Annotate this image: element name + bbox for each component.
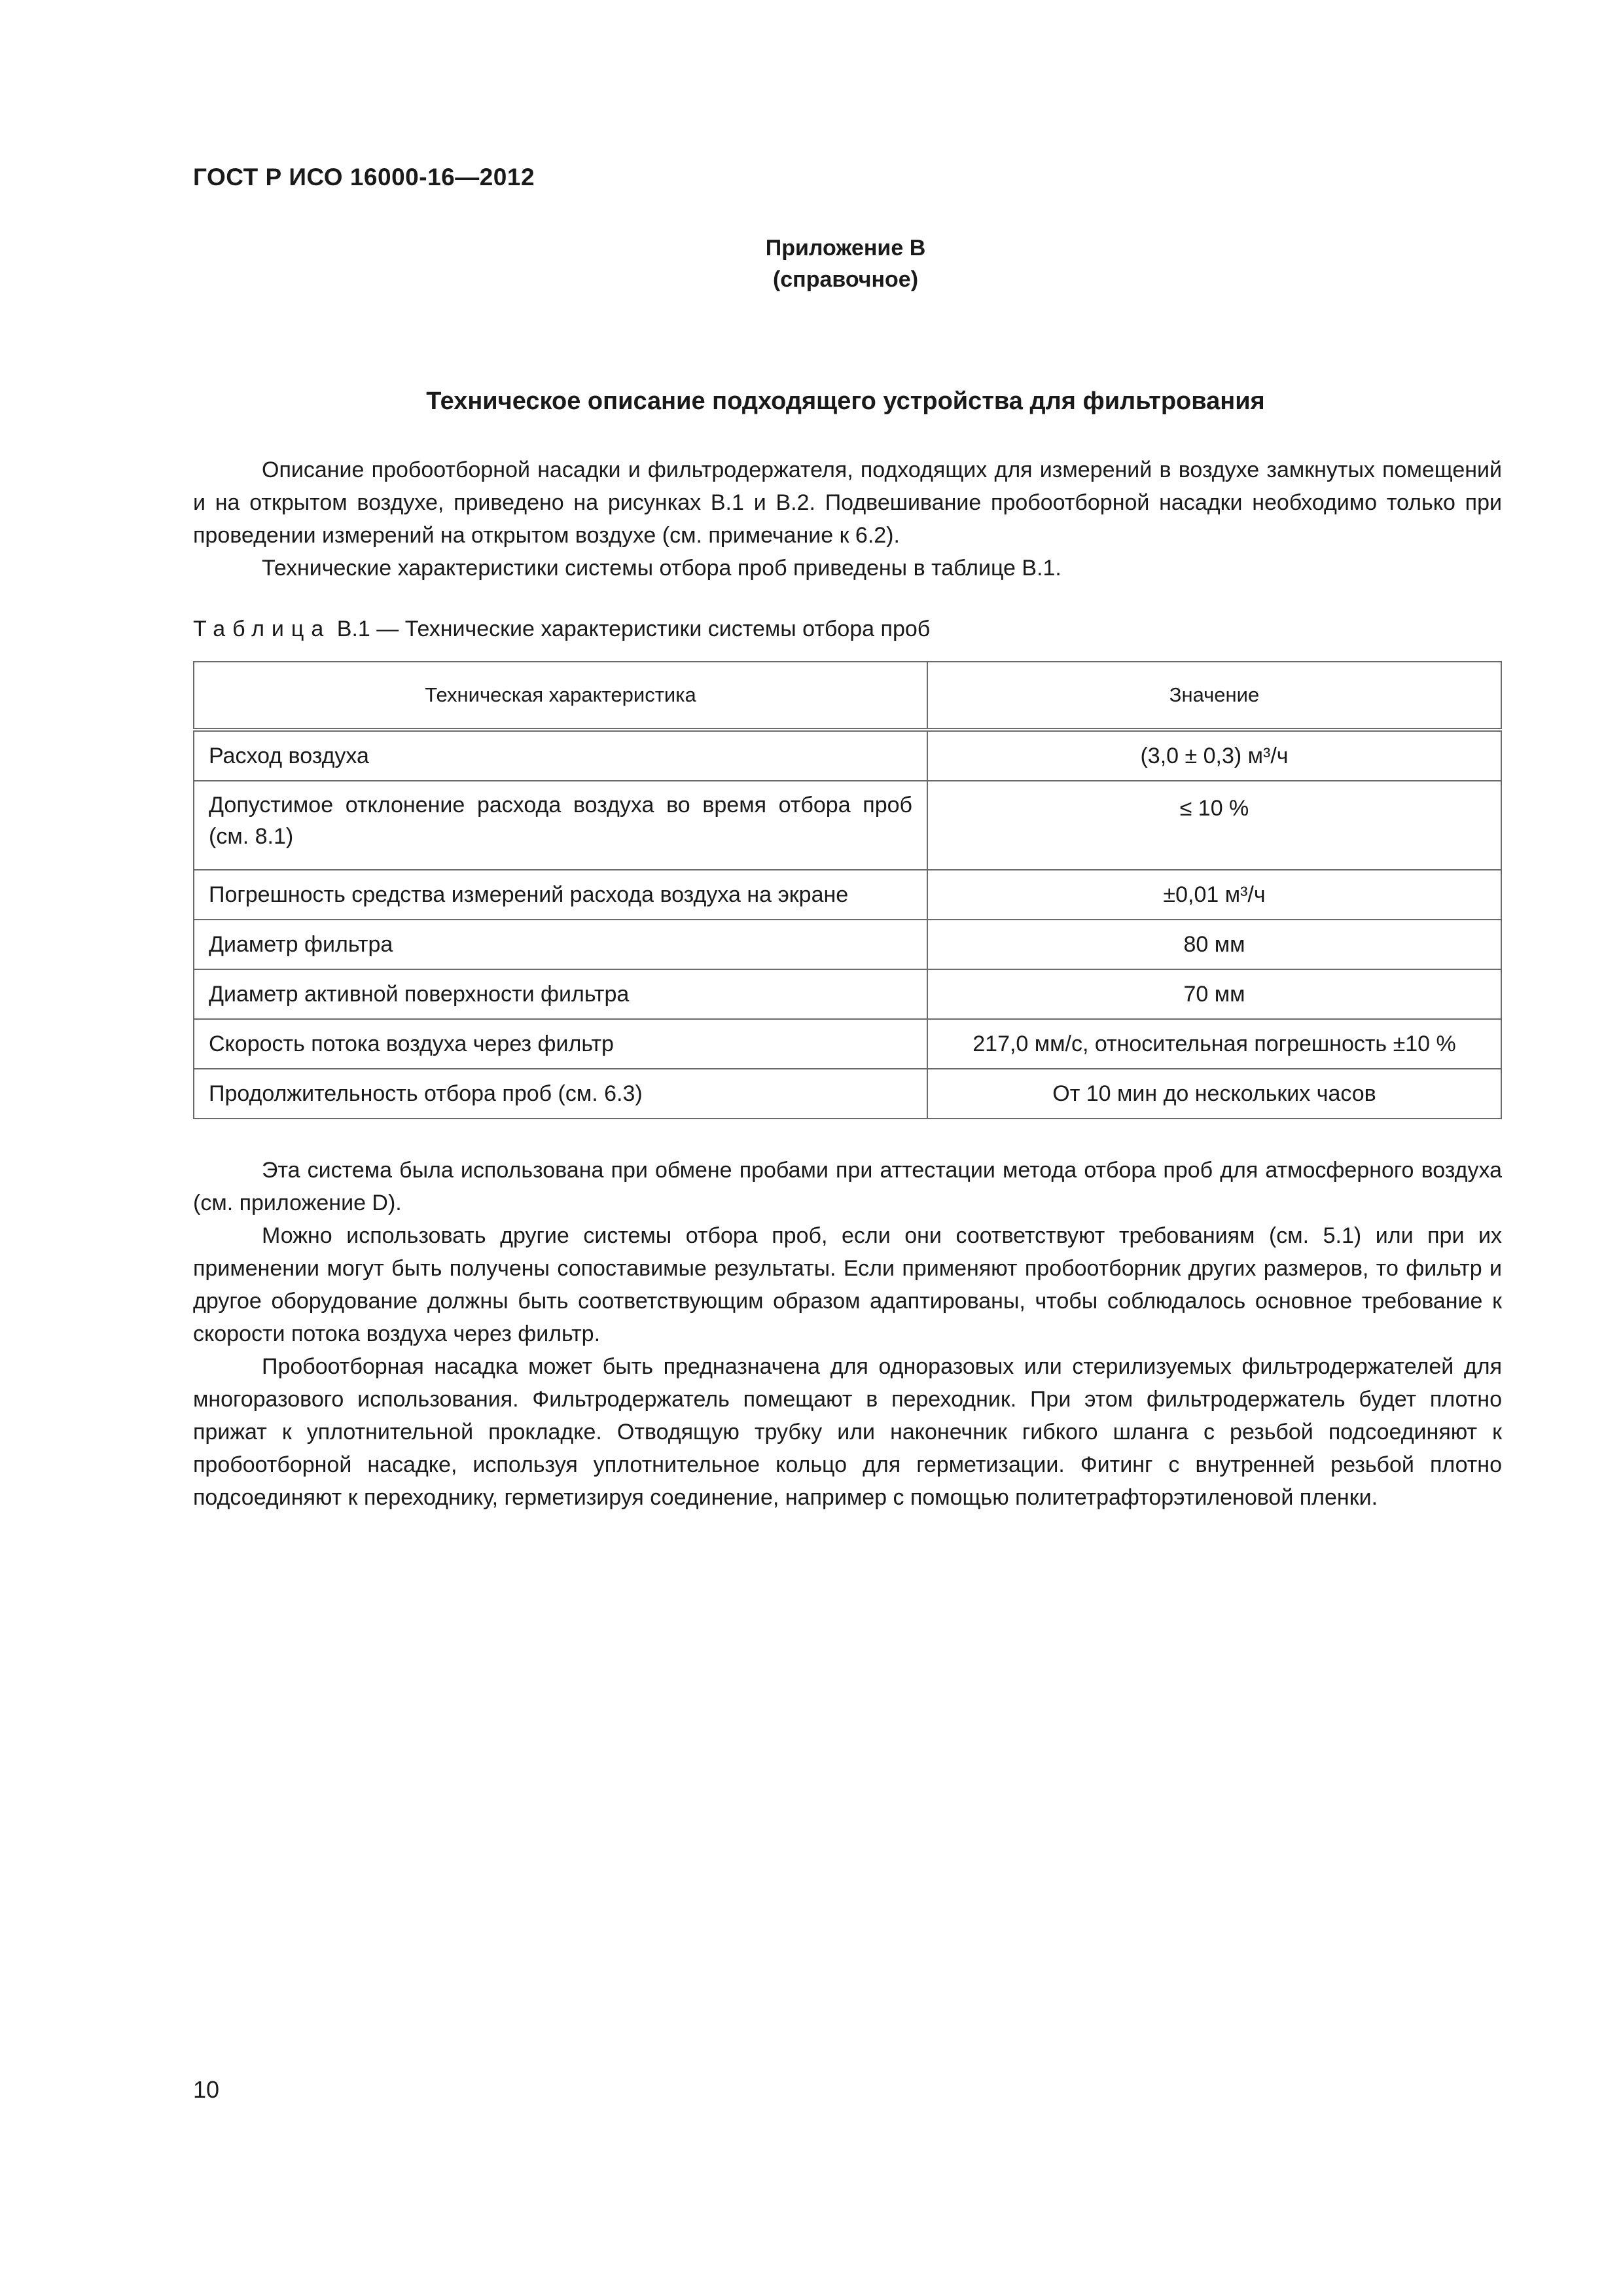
paragraph: Можно использовать другие системы отбора проб, если они соответствуют требованиям (см. 5.1) или при их применении могут быть получены сопоставимые результаты. Если применяют пробоотборник других размеров, то фильтр и другое оборудование должны быть соответствующим образом адаптированы, чтобы соблюдалось основное требование к скорости потока воздуха через фильтр. — [193, 1223, 1502, 1346]
table-row — [194, 730, 1501, 781]
body-text — [193, 1154, 1502, 1514]
page-number: 10 — [193, 2076, 220, 2103]
cell-value: (3,0 ± 0,3) м³/ч — [927, 730, 1501, 781]
table-row — [194, 781, 1501, 870]
appendix-subtitle: (справочное) — [772, 267, 919, 292]
cell-value: 217,0 мм/с, относительная погрешность ±10 % — [927, 1019, 1501, 1069]
appendix-title: Приложение В — [765, 236, 926, 260]
table-caption — [193, 617, 930, 642]
table-caption-label: Таблица — [193, 617, 331, 641]
cell-parameter: Диаметр активной поверхности фильтра — [194, 969, 927, 1019]
cell-parameter: Скорость потока воздуха через фильтр — [194, 1019, 927, 1069]
table-row — [194, 969, 1501, 1019]
column-header-value: Значение — [927, 662, 1501, 730]
cell-parameter: Допустимое отклонение расхода воздуха во время отбора проб (см. 8.1) — [194, 781, 927, 870]
paragraph: Пробоотборная насадка может быть предназначена для одноразовых или стерилизуемых фильтродержателей для многоразового использования. Фильтродержатель помещают в переходник. При этом фильтродержатель будет плотно прижат к уплотнительной прокладке. Отводящую трубку или наконечник гибкого шланга с резьбой подсоединяют к пробоотборной насадке, используя уплотнительное кольцо для герметизации. Фитинг с внутренней резьбой плотно подсоединяют к переходнику, герметизируя соединение, например с помощью политетрафторэтиленовой пленки. — [193, 1354, 1502, 1510]
table-caption-text: В.1 — Технические характеристики системы отбора проб — [336, 617, 931, 641]
cell-value: 80 мм — [927, 920, 1501, 969]
cell-value: 70 мм — [927, 969, 1501, 1019]
cell-value: От 10 мин до нескольких часов — [927, 1069, 1501, 1119]
cell-parameter: Расход воздуха — [194, 730, 927, 781]
table-header-row — [194, 662, 1501, 730]
paragraph: Технические характеристики системы отбора проб приведены в таблице В.1. — [262, 556, 1061, 581]
paragraph: Эта система была использована при обмене пробами при аттестации метода отбора проб для атмосферного воздуха (см. приложение D). — [193, 1158, 1502, 1215]
cell-parameter: Погрешность средства измерений расхода воздуха на экране — [194, 870, 927, 920]
cell-parameter: Продолжительность отбора проб (см. 6.3) — [194, 1069, 927, 1119]
column-header-parameter: Техническая характеристика — [194, 662, 927, 730]
table-row — [194, 1019, 1501, 1069]
table-row — [194, 920, 1501, 969]
intro-text — [193, 454, 1502, 584]
table-row — [194, 1069, 1501, 1119]
cell-parameter: Диаметр фильтра — [194, 920, 927, 969]
cell-value: ±0,01 м³/ч — [927, 870, 1501, 920]
appendix-heading — [0, 232, 1623, 295]
paragraph: Описание пробоотборной насадки и фильтродержателя, подходящих для измерений в воздухе замкнутых помещений и на открытом воздухе, приведено на рисунках В.1 и В.2. Подвешивание пробоотборной насадки необходимо только при проведении измерений на открытом воздухе (см. примечание к 6.2). — [193, 457, 1502, 548]
cell-value: ≤ 10 % — [927, 781, 1501, 870]
spec-table — [193, 661, 1502, 1119]
table-row — [194, 870, 1501, 920]
document-code: ГОСТ Р ИСО 16000-16—2012 — [193, 164, 535, 190]
section-title: Техническое описание подходящего устройства для фильтрования — [426, 387, 1265, 415]
